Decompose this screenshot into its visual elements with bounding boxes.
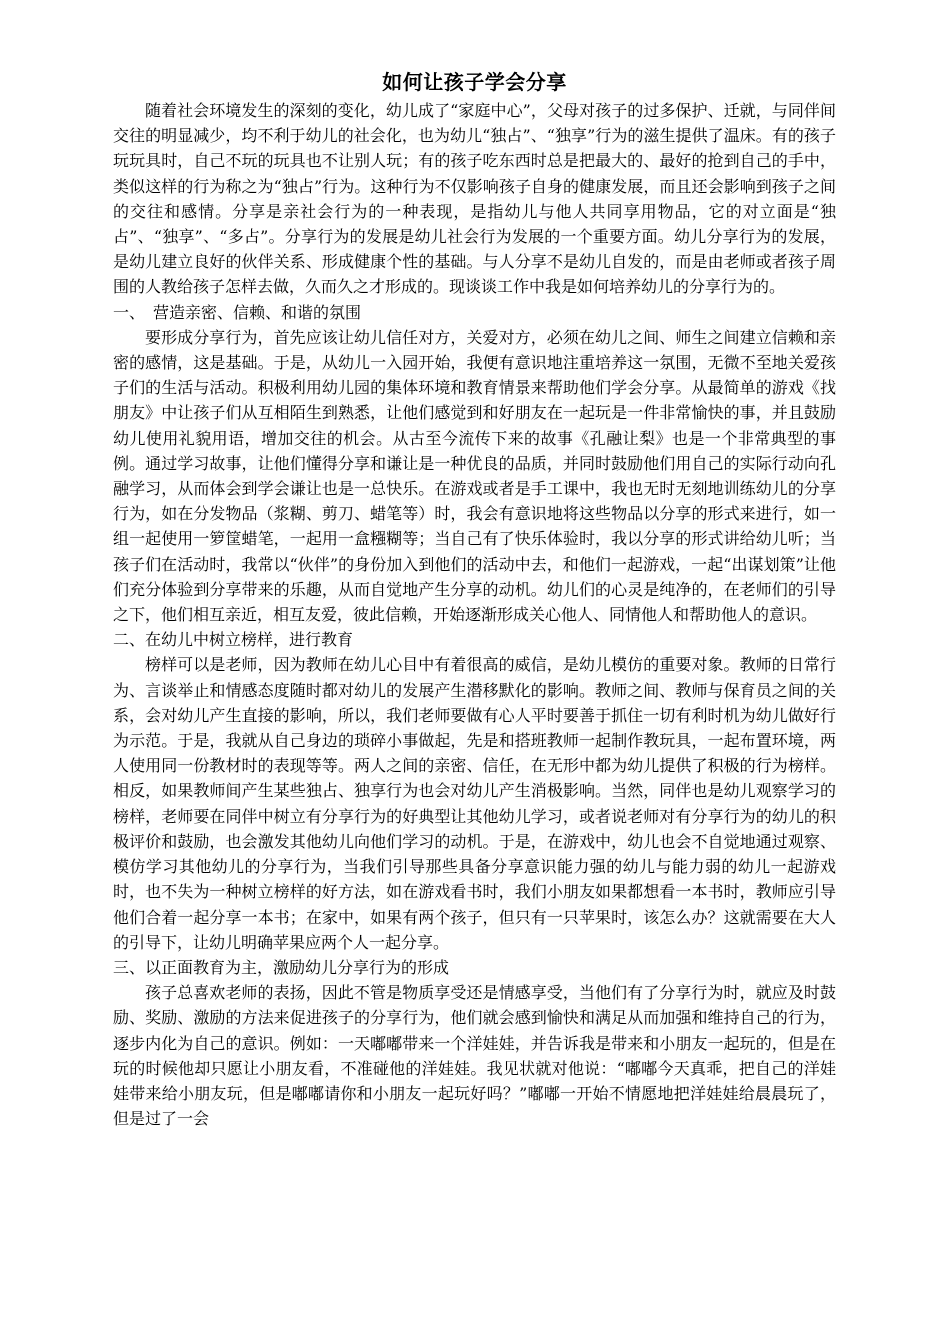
section-body-1: 要形成分享行为，首先应该让幼儿信任对方，关爱对方，必须在幼儿之间、师生之间建立信赖和亲密的感情，这是基础。于是，从幼儿一入园开始，我便有意识地注重培养这一氛围，无微不至地关爱孩子们的生活与活动。积极利用幼儿园的集体环境和教育情景来帮助他们学会分享。从最简单的游戏《找朋友》中让孩子们从互相陌生到熟悉，让他们感觉到和好朋友在一起玩是一件非常愉快的事，并且鼓励幼儿使用礼貌用语，增加交往的机会。从古至今流传下来的故事《孔融让梨》也是一个非常典型的事例。通过学习故事，让他们懂得分享和谦让是一种优良的品质，并同时鼓励他们用自己的实际行动向孔融学习，从而体会到学会谦让也是一总快乐。在游戏或者是手工课中，我也无时无刻地训练幼儿的分享行为，如在分发物品（浆糊、剪刀、蜡笔等）时，我会有意识地将这些物品以分享的形式来进行，如一组一起使用一箩筐蜡笔，一起用一盒糨糊等；当自己有了快乐体验时，我以分享的形式讲给幼儿听；当孩子们在活动时，我常以“伙伴”的身份加入到他们的活动中去，和他们一起游戏，一起“出谋划策”让他们充分体验到分享带来的乐趣，从而自觉地产生分享的动机。幼儿们的心灵是纯净的，在老师们的引导之下，他们相互亲近，相互友爱，彼此信赖，开始逐渐形成关心他人、同情他人和帮助他人的意识。 (113, 327, 836, 625)
section-heading-2: 二、在幼儿中树立榜样，进行教育 (113, 630, 354, 650)
intro-paragraph: 随着社会环境发生的深刻的变化，幼儿成了“家庭中心”，父母对孩子的过多保护、迁就，与同伴间交往的明显减少，均不利于幼儿的社会化，也为幼儿“独占”、“独享”行为的滋生提供了温床。有的孩子玩玩具时，自己不玩的玩具也不让别人玩；有的孩子吃东西时总是把最大的、最好的抢到自己的手中，类似这样的行为称之为“独占”行为。这种行为不仅影响孩子自身的健康发展，而且还会影响到孩子之间的交往和感情。分享是亲社会行为的一种表现，是指幼儿与他人共同享用物品，它的对立面是“独占”、“独享”、“多占”。分享行为的发展是幼儿社会行为发展的一个重要方面。幼儿分享行为的发展，是幼儿建立良好的伙伴关系、形成健康个性的基础。与人分享不是幼儿自发的，而是由老师或者孩子周围的人教给孩子怎样去做，久而久之才形成的。现谈谈工作中我是如何培养幼儿的分享行为的。 (113, 101, 836, 297)
section-body-2: 榜样可以是老师，因为教师在幼儿心目中有着很高的威信，是幼儿模仿的重要对象。教师的日常行为、言谈举止和情感态度随时都对幼儿的发展产生潜移默化的影响。教师之间、教师与保育员之间的关系，会对幼儿产生直接的影响，所以，我们老师要做有心人平时要善于抓住一切有利时机为幼儿做好行为示范。于是，我就从自己身边的琐碎小事做起，先是和搭班教师一起制作教玩具，一起布置环境，两人使用同一份教材时的表现等等。两人之间的亲密、信任，在无形中都为幼儿提供了积极的行为榜样。相反，如果教师间产生某些独占、独享行为也会对幼儿产生消极影响。当然，同伴也是幼儿观察学习的榜样，老师要在同伴中树立有分享行为的好典型让其他幼儿学习，或者说老师对有分享行为的幼儿的积极评价和鼓励，也会激发其他幼儿向他们学习的动机。于是，在游戏中，幼儿也会不自觉地通过观察、模仿学习其他幼儿的分享行为，当我们引导那些具备分享意识能力强的幼儿与能力弱的幼儿一起游戏时，也不失为一种树立榜样的好方法，如在游戏看书时，我们小朋友如果都想看一本书时，教师应引导他们合着一起分享一本书；在家中，如果有两个孩子，但只有一只苹果时，该怎么办？这就需要在大人的引导下，让幼儿明确苹果应两个人一起分享。 (113, 655, 836, 952)
section-heading-1: 一、 营造亲密、信赖、和谐的氛围 (113, 302, 362, 322)
document-page (113, 68, 836, 1131)
section-body-3: 孩子总喜欢老师的表扬，因此不管是物质享受还是情感享受，当他们有了分享行为时，就应及时鼓励、奖励、激励的方法来促进孩子的分享行为，他们就会感到愉快和满足从而加强和维持自己的行为，逐步内化为自己的意识。例如：一天嘟嘟带来一个洋娃娃，并告诉我是带来和小朋友一起玩的，但是在玩的时候他却只愿让小朋友看，不准碰他的洋娃娃。我见状就对他说：“嘟嘟今天真乖，把自己的洋娃娃带来给小朋友玩，但是嘟嘟请你和小朋友一起玩好吗？”嘟嘟一开始不情愿地把洋娃娃给晨晨玩了，但是过了一会 (113, 983, 836, 1129)
document-title: 如何让孩子学会分享 (382, 70, 567, 94)
section-heading-3: 三、以正面教育为主，激励幼儿分享行为的形成 (113, 957, 450, 977)
